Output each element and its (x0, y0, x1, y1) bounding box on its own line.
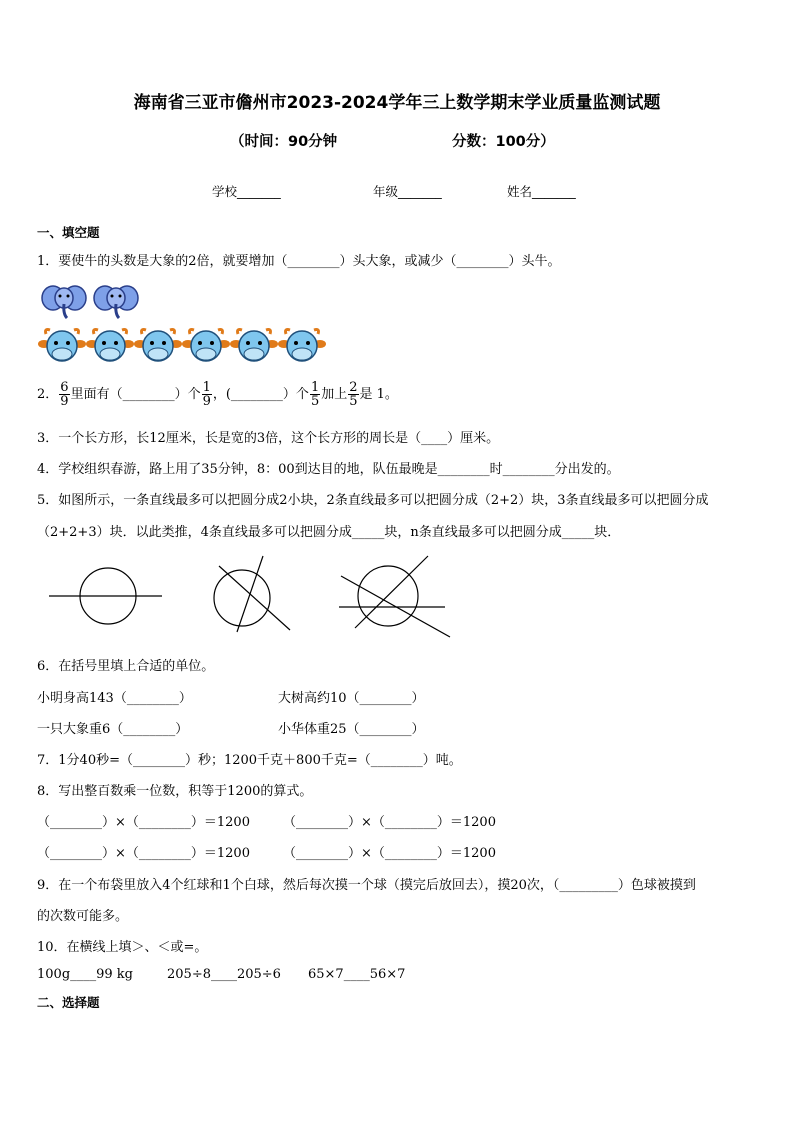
question-4: 4．学校组织春游，路上用了35分钟，8：00到达目的地，队伍最晚是________时________分出发的。 (37, 462, 620, 477)
question-2: 2． $\frac{6}{9}$ 里面有（________）个 $\frac{1}{9}$ ，(________）个 $\frac{1}{5}$ 加上 $\frac{2}{5}$ 是 1。 (37, 380, 398, 409)
cow-icon (134, 330, 182, 362)
cow-icon (38, 330, 86, 362)
name-field: 姓名_______ (507, 184, 576, 199)
fraction: $\frac{2}{5}$ (349, 380, 358, 409)
cow-icon (182, 330, 230, 362)
question-10: 10．在横线上填＞、＜或=。 (37, 940, 208, 955)
school-field: 学校_______ (212, 184, 281, 199)
grade-field: 年级_______ (373, 184, 442, 199)
elephant-icon (42, 286, 86, 318)
circle-division-figure (45, 552, 465, 642)
cow-illustration (38, 326, 328, 366)
circle-two-lines (214, 556, 290, 632)
exam-time: （时间：90分钟 (230, 134, 338, 150)
question-8-blank: （________）×（________）＝1200 (283, 815, 496, 830)
question-10-b: 205÷8____205÷6 (167, 967, 281, 982)
question-9-line-1: 9．在一个布袋里放入4个红球和1个白球，然后每次摸一个球（摸完后放回去），摸20次，（_________）色球被摸到 (37, 878, 696, 893)
question-6-d: 小华体重25（________） (278, 722, 425, 737)
fraction: $\frac{1}{5}$ (310, 380, 320, 409)
cow-icon (230, 330, 278, 362)
fraction: $\frac{1}{9}$ (202, 380, 211, 409)
question-6-a: 小明身高143（________） (37, 691, 192, 706)
question-1: 1．要使牛的头数是大象的2倍，就要增加（________）头大象，或减少（________）头牛。 (37, 254, 561, 269)
question-5-line-2: （2+2+3）块．以此类推，4条直线最多可以把圆分成_____块，n条直线最多可以把圆分成_____块． (37, 525, 621, 540)
elephant-icon (94, 286, 138, 318)
question-9-line-2: 的次数可能多。 (37, 909, 129, 924)
elephant-illustration (40, 284, 144, 324)
question-10-c: 65×7____56×7 (308, 967, 406, 982)
circle-three-lines (339, 556, 450, 637)
cow-icon (86, 330, 134, 362)
exam-score: 分数：100分） (452, 134, 555, 150)
question-6-c: 一只大象重6（________） (37, 722, 189, 737)
question-5-line-1: 5．如图所示，一条直线最多可以把圆分成2小块，2条直线最多可以把圆分成（2+2）块，3条直线最多可以把圆分成 (37, 493, 709, 508)
question-8-blank: （________）×（________）＝1200 (37, 846, 250, 861)
page-title: 海南省三亚市儋州市2023-2024学年三上数学期末学业质量监测试题 (133, 93, 661, 113)
question-3: 3．一个长方形，长12厘米，长是宽的3倍，这个长方形的周长是（____）厘米。 (37, 431, 500, 446)
cow-icon (278, 330, 326, 362)
question-6: 6．在括号里填上合适的单位。 (37, 659, 215, 674)
section-two-heading: 二、选择题 (37, 995, 100, 1010)
question-8: 8．写出整百数乘一位数，积等于1200的算式。 (37, 784, 313, 799)
fraction: $\frac{6}{9}$ (60, 380, 69, 409)
circle-one-line (49, 568, 162, 624)
question-7: 7．1分40秒=（________）秒；1200千克＋800千克=（________）吨。 (37, 753, 462, 768)
section-one-heading: 一、填空题 (37, 225, 100, 240)
question-10-a: 100g____99 kg (37, 967, 134, 982)
question-8-blank: （________）×（________）＝1200 (37, 815, 250, 830)
question-6-b: 大树高约10（________） (278, 691, 425, 706)
question-8-blank: （________）×（________）＝1200 (283, 846, 496, 861)
